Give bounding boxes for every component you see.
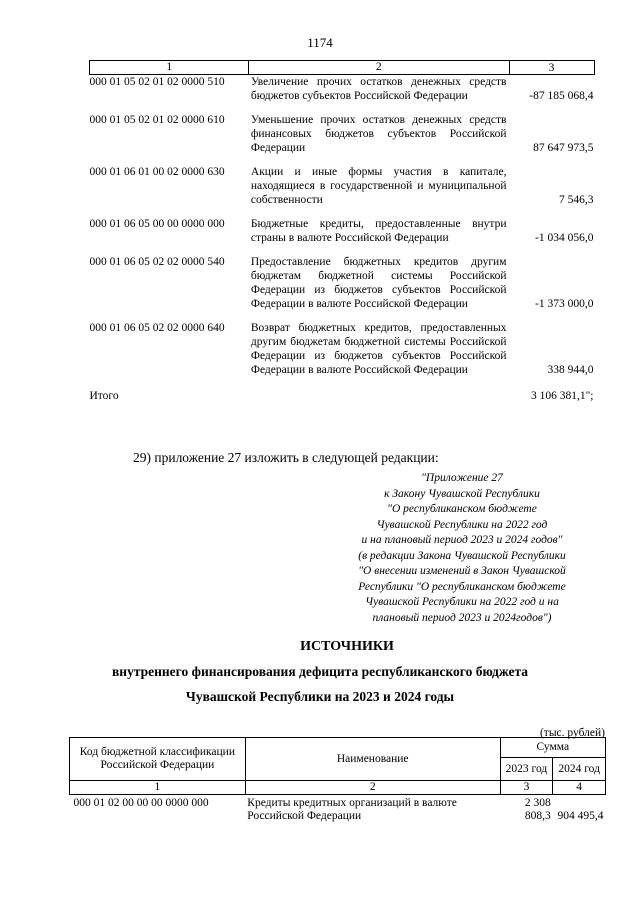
table-row	[90, 113, 595, 165]
column-number-2: 2	[249, 61, 510, 75]
row-amount: -87 185 068,4	[529, 90, 594, 102]
table-row	[90, 321, 595, 387]
column-number-4: 4	[553, 781, 606, 795]
header-sum: Сумма	[500, 738, 605, 758]
page-number: 1174	[307, 35, 333, 50]
row-amount: 87 647 973,5	[533, 142, 594, 154]
table-row	[70, 795, 606, 824]
column-number-1: 1	[70, 781, 246, 795]
appendix-line: и на плановый период 2023 и 2024 годов"	[361, 534, 563, 546]
row-code: 000 01 05 02 01 02 0000 510	[89, 76, 225, 88]
row-amount-2023: 2 308 808,3	[524, 797, 551, 822]
document-subtitle-line-2: Чувашской Республики на 2023 и 2024 годы	[185, 689, 455, 704]
appendix-line: "О республиканском бюджете	[387, 503, 537, 515]
row-name: Увеличение прочих остатков денежных средств бюджетов субъектов Российской Федерации	[250, 76, 507, 102]
column-number-1: 1	[90, 61, 249, 75]
column-number-3: 3	[509, 61, 594, 75]
row-code: 000 01 05 02 01 02 0000 610	[89, 114, 225, 126]
row-name: Акции и иные формы участия в капитале, находящиеся в государственной и муниципальной собственности	[250, 166, 507, 206]
appendix-line: Чувашской Республики на 2022 год	[376, 518, 548, 531]
header-name: Наименование	[245, 738, 500, 781]
units-label: (тыс. рублей)	[539, 727, 605, 739]
sources-table	[69, 737, 606, 823]
header-code: Код бюджетной классификации Российской Федерации	[70, 738, 246, 781]
row-amount: -1 034 056,0	[535, 232, 594, 244]
row-amount: -1 373 000,0	[535, 298, 594, 310]
sources-table-continuation	[89, 60, 595, 403]
row-amount: 338 944,0	[547, 364, 594, 376]
row-name: Бюджетные кредиты, предоставленные внутри страны в валюте Российской Федерации	[250, 218, 507, 244]
row-code: 000 01 06 01 00 02 0000 630	[89, 166, 225, 178]
column-number-3: 3	[500, 781, 553, 795]
appendix-line: Чувашской Республики на 2022 год и на	[365, 596, 559, 608]
appendix-line: Республики "О республиканском бюджете	[358, 580, 566, 593]
row-name: Возврат бюджетных кредитов, предоставленных другим бюджетам бюджетной системы Российской Федерации из бюджетов субъектов Российской Федерации в валюте Российской Федерации	[250, 322, 507, 376]
row-name: Уменьшение прочих остатков денежных средств финансовых бюджетов субъектов Российской Федерации	[250, 114, 507, 154]
table-row	[90, 165, 595, 217]
document-subtitle-line-1: внутреннего финансирования дефицита республиканского бюджета	[112, 664, 528, 679]
total-label: Итого	[89, 390, 119, 402]
row-amount-2024: 904 495,4	[557, 810, 604, 822]
row-name: Кредиты кредитных организаций в валюте Российской Федерации	[247, 797, 457, 822]
document-title: ИСТОЧНИКИ	[300, 639, 394, 654]
row-code: 000 01 02 00 00 00 0000 000	[73, 797, 209, 809]
table-row	[90, 75, 595, 114]
row-code: 000 01 06 05 02 02 0000 640	[89, 322, 225, 334]
appendix-line: к Закону Чувашской Республики	[384, 487, 540, 500]
table-row	[90, 217, 595, 255]
row-code: 000 01 06 05 02 02 0000 540	[89, 256, 225, 268]
table-row	[90, 255, 595, 321]
row-code: 000 01 06 05 00 00 0000 000	[89, 218, 225, 230]
appendix-line: (в редакции Закона Чувашской Республики	[358, 549, 566, 562]
row-amount: 7 546,3	[559, 194, 594, 206]
header-year-2023: 2023 год	[500, 758, 553, 781]
row-name: Предоставление бюджетных кредитов другим бюджетам бюджетной системы Российской Федерации из бюджетов субъектов Российской Федерации в валюте Российской Федерации	[250, 256, 507, 310]
total-row	[90, 387, 595, 403]
appendix-line: "О внесении изменений в Закон Чувашской	[358, 565, 566, 577]
column-number-2: 2	[245, 781, 500, 795]
amendment-item-29: 29) приложение 27 изложить в следующей редакции:	[133, 450, 439, 465]
appendix-reference	[328, 471, 596, 626]
total-amount: 3 106 381,1";	[530, 390, 594, 402]
appendix-line: "Приложение 27	[421, 472, 503, 484]
appendix-line: плановый период 2023 и 2024годов")	[372, 611, 552, 624]
header-year-2024: 2024 год	[553, 758, 606, 781]
